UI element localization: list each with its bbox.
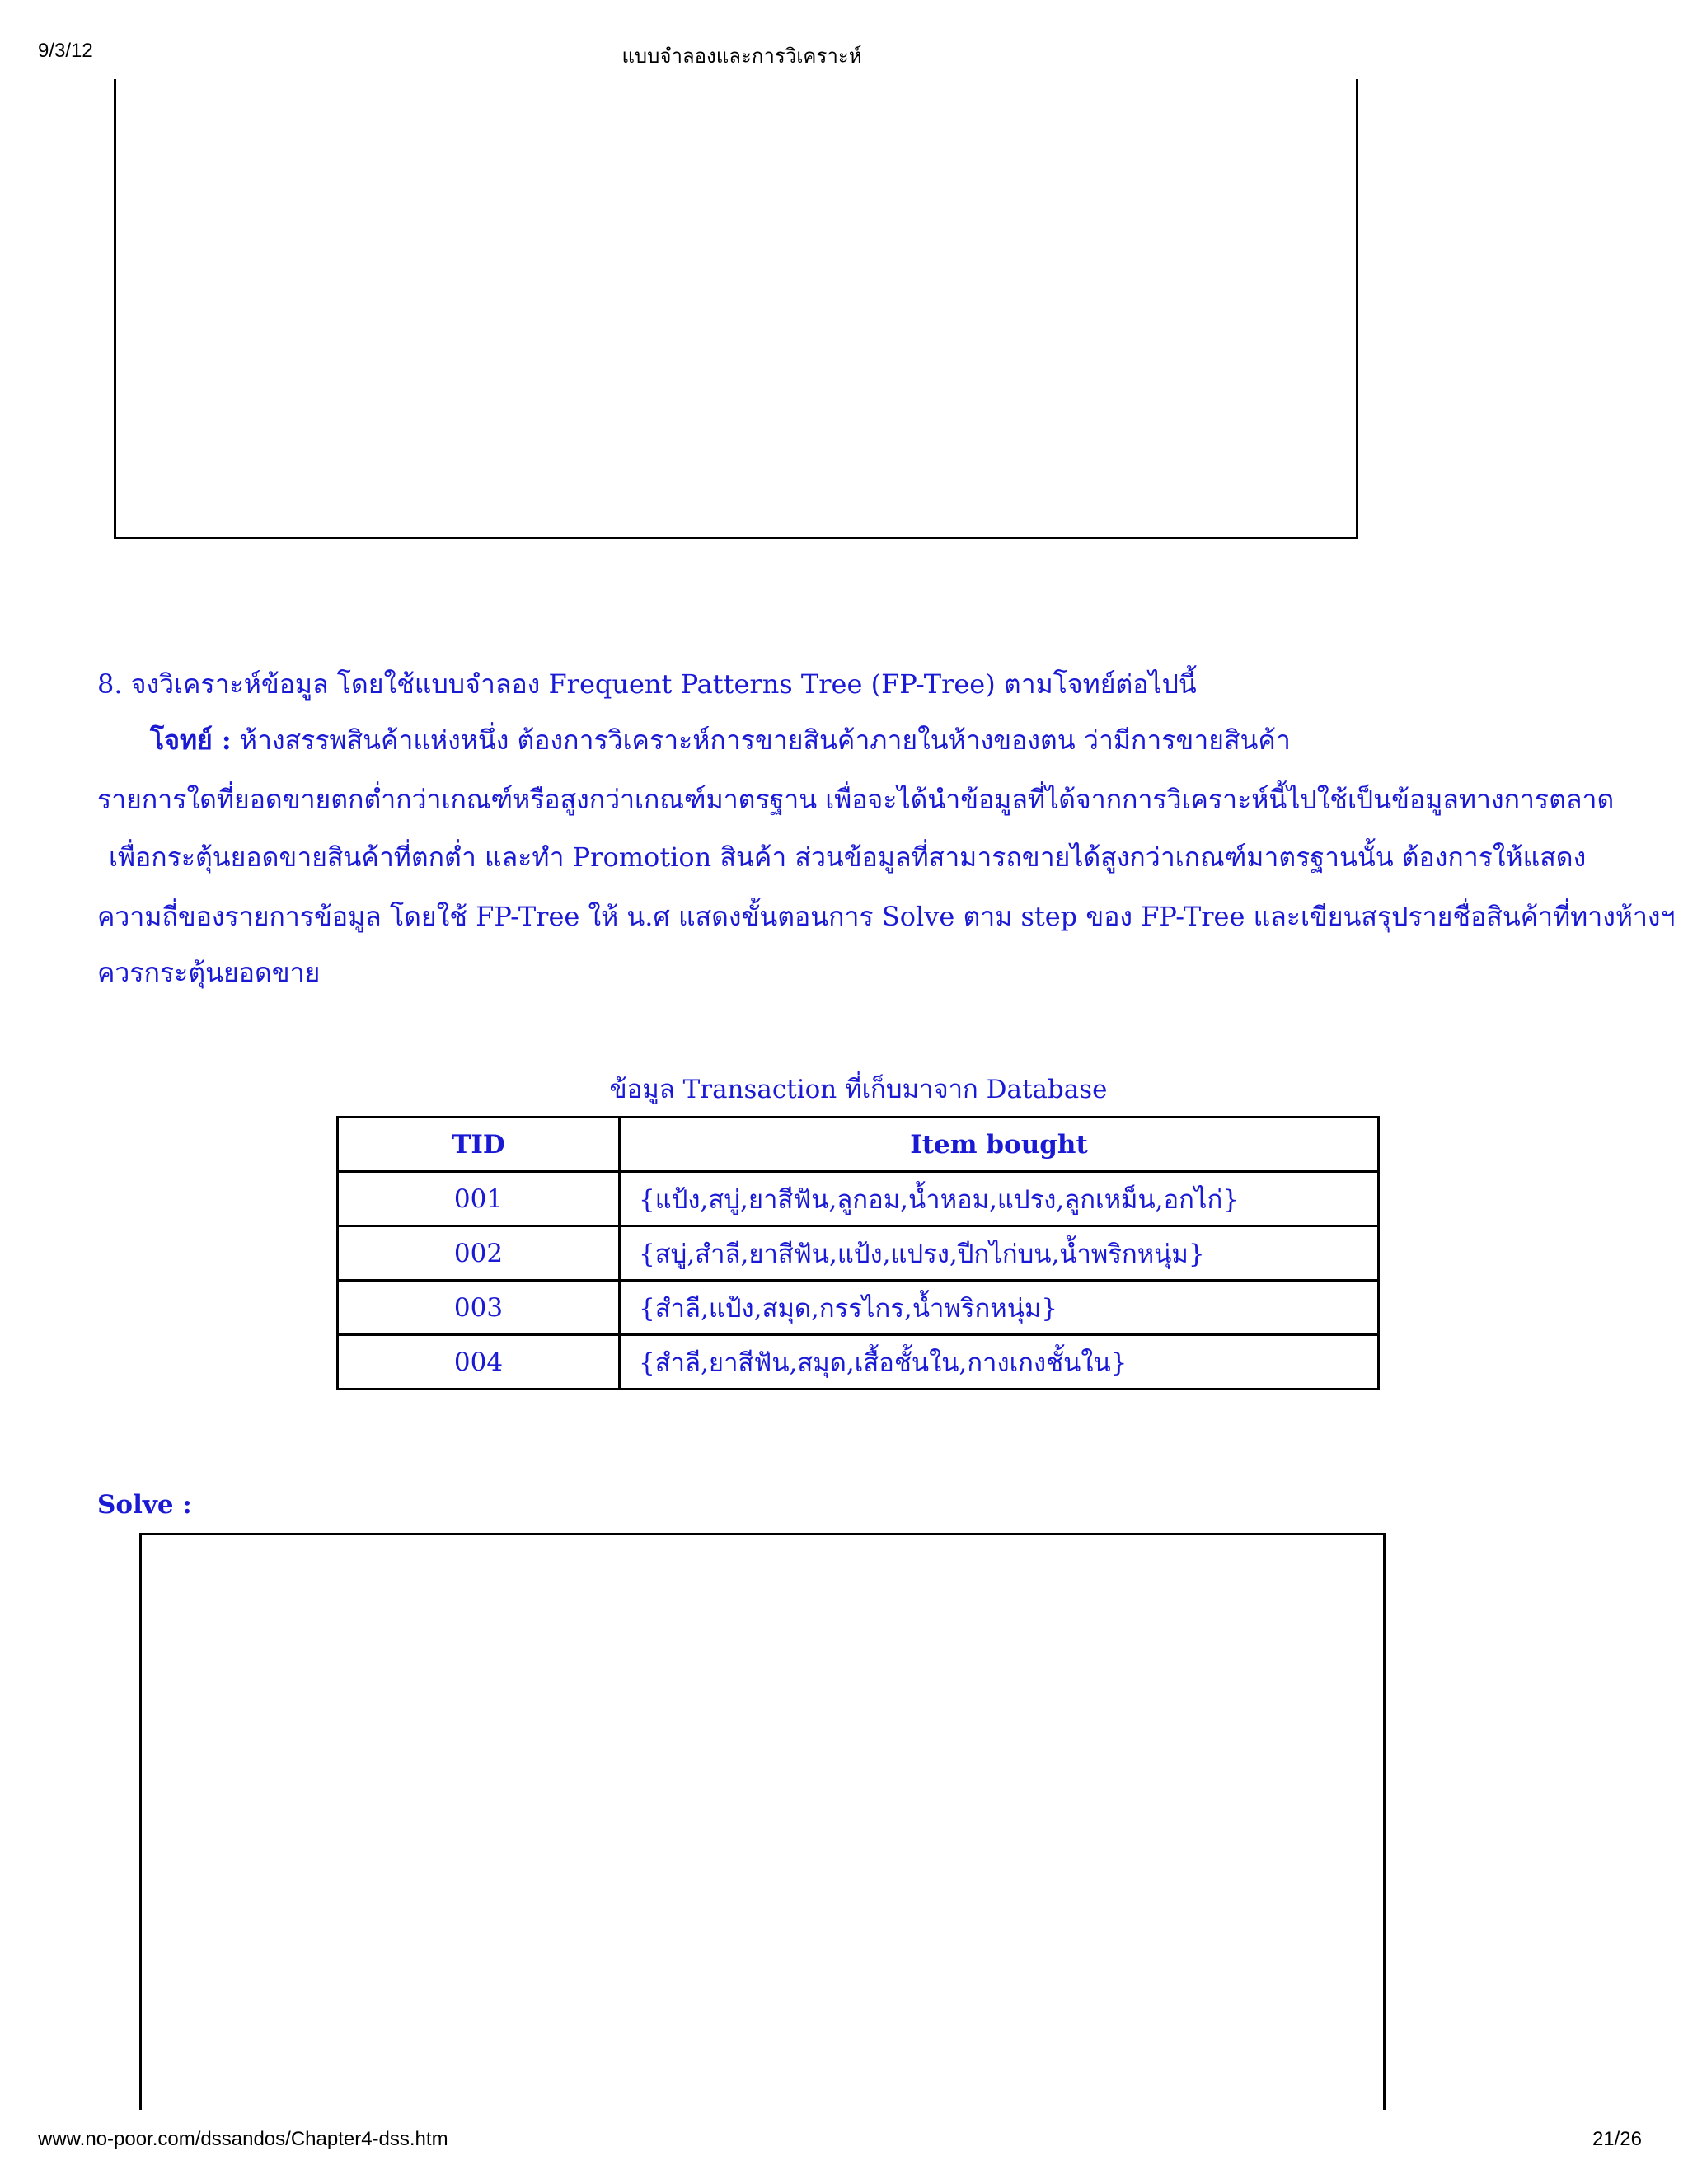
table-row — [338, 1226, 1379, 1281]
table-cell-items: {สำลี,ยาสีฟัน,สมุด,เสื้อชั้นใน,กางเกงชั้นใน} — [620, 1335, 1379, 1390]
question-line-4: เพื่อกระตุ้นยอดขายสินค้าที่ตกต่ำ และทำ Promotion สินค้า ส่วนข้อมูลที่สามารถขายได้สูงกว่าเกณฑ์มาตรฐานนั้น ต้องการให้แสดง — [109, 841, 1587, 873]
table-cell-items: {แป้ง,สบู่,ยาสีฟัน,ลูกอม,น้ำหอม,แปรง,ลูกเหม็น,อกไก่} — [620, 1172, 1379, 1226]
table-cell-items: {สบู่,สำลี,ยาสีฟัน,แป้ง,แปรง,ปีกไก่บน,น้ำพริกหนุ่ม} — [620, 1226, 1379, 1281]
table-cell-tid: 003 — [338, 1281, 620, 1335]
question-line-3: รายการใดที่ยอดขายตกต่ำกว่าเกณฑ์หรือสูงกว่าเกณฑ์มาตรฐาน เพื่อจะได้นำข้อมูลที่ได้จากการวิเคราะห์นี้ไปใช้เป็นข้อมูลทางการตลาด — [97, 784, 1615, 815]
question-line-5: ความถี่ของรายการข้อมูล โดยใช้ FP-Tree ให้ น.ศ แสดงขั้นตอนการ Solve ตาม step ของ FP-Tree และเขียนสรุปรายชื่อสินค้าที่ทางห้างฯ — [97, 901, 1676, 932]
table-header-items: Item bought — [620, 1118, 1379, 1172]
table-cell-tid: 002 — [338, 1226, 620, 1281]
table-cell-items: {สำลี,แป้ง,สมุด,กรรไกร,น้ำพริกหนุ่ม} — [620, 1281, 1379, 1335]
table-cell-tid: 001 — [338, 1172, 620, 1226]
table-row — [338, 1172, 1379, 1226]
solve-answer-box — [139, 1533, 1386, 2110]
table-header-row — [338, 1118, 1379, 1172]
solve-label: Solve : — [97, 1490, 192, 1520]
header-title-text: แบบจำลองและการวิเคราะห์ — [621, 45, 862, 68]
footer-url: www.no-poor.com/dssandos/Chapter4-dss.htm — [38, 2128, 448, 2150]
answer-box-previous — [114, 79, 1358, 539]
question-label: โจทย์ : — [150, 724, 232, 756]
question-line-6: ควรกระตุ้นยอดขาย — [97, 957, 321, 988]
table-header-tid: TID — [338, 1118, 620, 1172]
transaction-table — [336, 1116, 1380, 1390]
question-heading: 8. จงวิเคราะห์ข้อมูล โดยใช้แบบจำลอง Frequent Patterns Tree (FP-Tree) ตามโจทย์ต่อไปนี้ — [97, 668, 1197, 700]
question-line-2-text: ห้างสรรพสินค้าแห่งหนึ่ง ต้องการวิเคราะห์การขายสินค้าภายในห้างของตน ว่ามีการขายสินค้า — [231, 724, 1291, 756]
table-row — [338, 1281, 1379, 1335]
table-row — [338, 1335, 1379, 1390]
header-date: 9/3/12 — [38, 40, 93, 62]
question-line-2 — [150, 725, 1291, 755]
footer-page-number: 21/26 — [1592, 2128, 1642, 2150]
table-cell-tid: 004 — [338, 1335, 620, 1390]
table-caption: ข้อมูล Transaction ที่เก็บมาจาก Database — [609, 1075, 1108, 1104]
